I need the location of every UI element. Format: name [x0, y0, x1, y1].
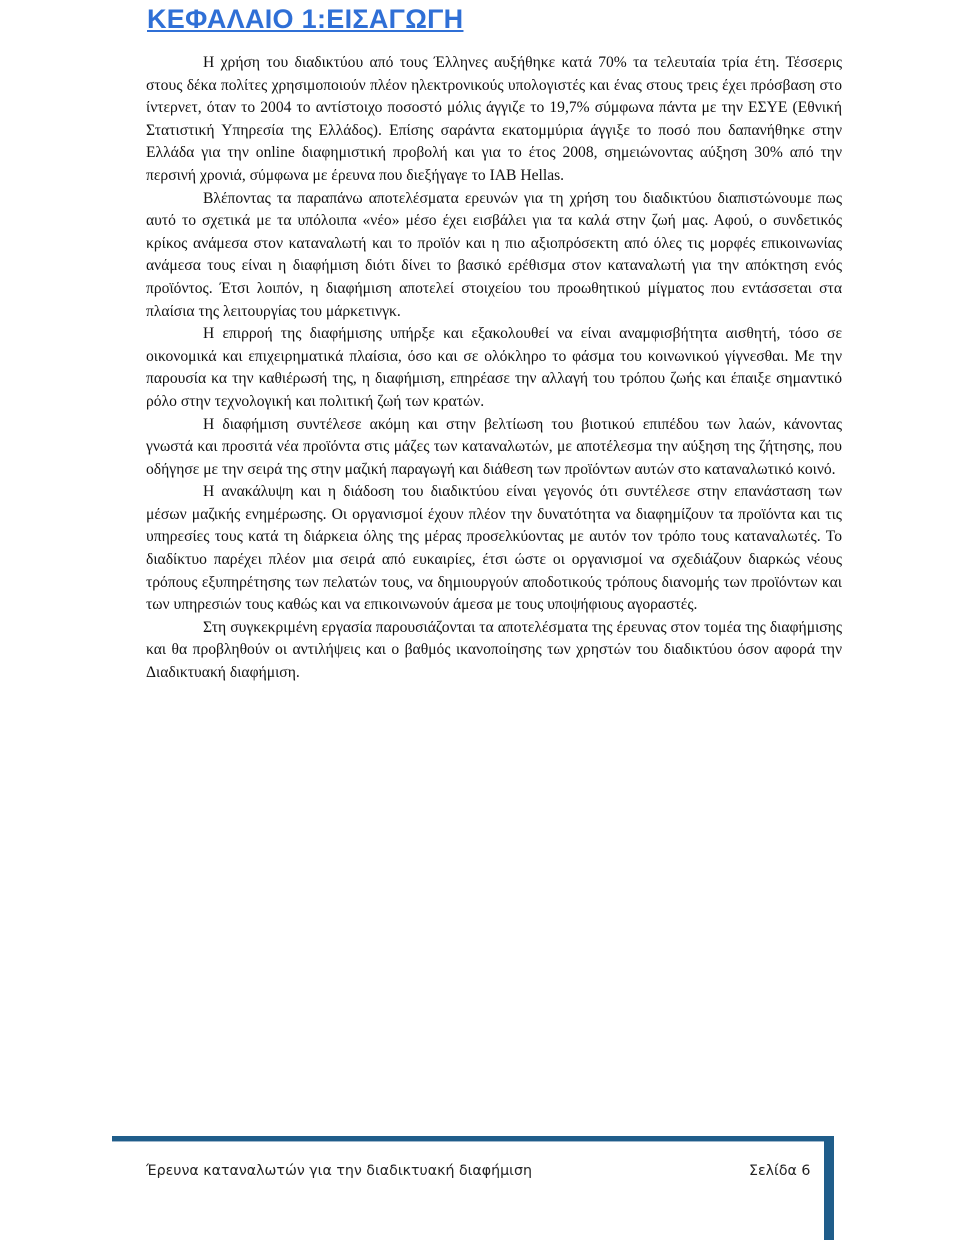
paragraph: Η χρήση του διαδικτύου από τους Έλληνες αυξήθηκε κατά 70% τα τελευταία τρία έτη. Τέσσερις στους δέκα πολίτες χρησιμοποιούν πλέον ηλεκτρονικούς υπολογιστές και ένας στους τρεις έχει πρόσβαση στο ίντερνετ, όταν το 2004 το αντίστοιχο ποσοστό μόλις άγγιζε το 19,7% σύμφωνα πάντα με την ΕΣΥΕ (Εθνική Στατιστική Υπηρεσία της Ελλάδος). Επίσης σαράντα εκατομμύρια άγγιξε το ποσό που δαπανήθηκε στην Ελλάδα για την online διαφημιστική προβολή και για το έτος 2008, σημειώνοντας αύξηση 30% από την περσινή χρονιά, σύμφωνα με έρευνα που διεξήγαγε το IAB Hellas. — [146, 54, 842, 184]
chapter-heading: ΚΕΦΑΛΑΙΟ 1:ΕΙΣΑΓΩΓΗ — [147, 4, 464, 34]
footer-side-bar — [824, 1136, 834, 1240]
paragraph: Στη συγκεκριμένη εργασία παρουσιάζονται τα αποτελέσματα της έρευνας στον τομέα της διαφήμισης και θα προβληθούν οι αντιλήψεις και ο βαθμός ικανοποίησης των χρηστών του διαδικτύου όσον αφορά την Διαδικτυακή διαφήμιση. — [146, 618, 842, 682]
footer-title: Έρευνα καταναλωτών για την διαδικτυακή διαφήμιση — [146, 1163, 532, 1179]
paragraph: Η ανακάλυψη και η διάδοση του διαδικτύου είναι γεγονός ότι συντέλεσε στην επανάσταση των μέσων μαζικής ενημέρωσης. Οι οργανισμοί έχουν πλέον την δυνατότητα να διαφημίζουν τα προϊόντα και τις υπηρεσίες τους κατά τη διάρκεια όλης της μέρας προσελκύοντας με αυτόν τον τρόπο τους καταναλωτές. Το διαδίκτυο παρέχει πλέον μια σειρά από ευκαιρίες, έτσι ώστε οι οργανισμοί να σχεδιάζουν διαρκώς νέους τρόπους εξυπηρέτησης των πελατών τους, να δημιουργούν αποδοτικούς τρόπους διανομής των προϊόντων και των υπηρεσιών τους καθώς και να επικοινωνούν άμεσα με τους υποψήφιους αγοραστές. — [146, 483, 842, 614]
page-number: Σελίδα 6 — [749, 1163, 811, 1179]
footer-divider-line — [112, 1141, 834, 1142]
paragraph: Η επιρροή της διαφήμισης υπήρξε και εξακολουθεί να είναι αναμφισβήτητα αισθητή, τόσο σε οικονομικά και επιχειρηματικά πλαίσια, όσο και σε ολόκληρο το φάσμα του κοινωνικού γίγνεσθαι. Με την παρουσία κα την καθιέρωσή της, η διαφήμιση, επηρέασε την αλλαγή του τρόπου ζωής και έπαιξε σημαντικό ρόλο στην τεχνολογική και πολιτική ζωή των κρατών. — [146, 325, 842, 410]
paragraph: Βλέποντας τα παραπάνω αποτελέσματα ερευνών για τη χρήση του διαδικτύου διαπιστώνουμε πως αυτό το σχετικά με τα υπόλοιπα «νέο» μέσο έχει εισβάλει για τα καλά στην ζωή μας. Αφού, ο συνδετικός κρίκος ανάμεσα στον καταναλωτή και το προϊόν και η πιο αξιοπρόσεκτη από όλες τις μορφές επικοινωνίας ανάμεσα τους είναι η διαφήμιση διότι δίνει το βασικό ερέθισμα στον καταναλωτή για την απόκτηση ενός προϊόντος. Έτσι λοιπόν, η διαφήμιση αποτελεί στοιχείου του προωθητικού μίγματος που εντάσσεται στα πλαίσια της λειτουργίας του μάρκετινγκ. — [146, 189, 842, 320]
paragraph: Η διαφήμιση συντέλεσε ακόμη και στην βελτίωση του βιοτικού επιπέδου των λαών, κάνοντας γνωστά και προσιτά νέα προϊόντα στις μάζες των καταναλωτών, με αποτέλεσμα την αύξηση της ζήτησης, που οδήγησε με την σειρά της στην μαζική παραγωγή και διάθεση των προϊόντων αυτών στο καταναλωτικό κοινό. — [146, 415, 842, 478]
document-body — [146, 52, 842, 685]
